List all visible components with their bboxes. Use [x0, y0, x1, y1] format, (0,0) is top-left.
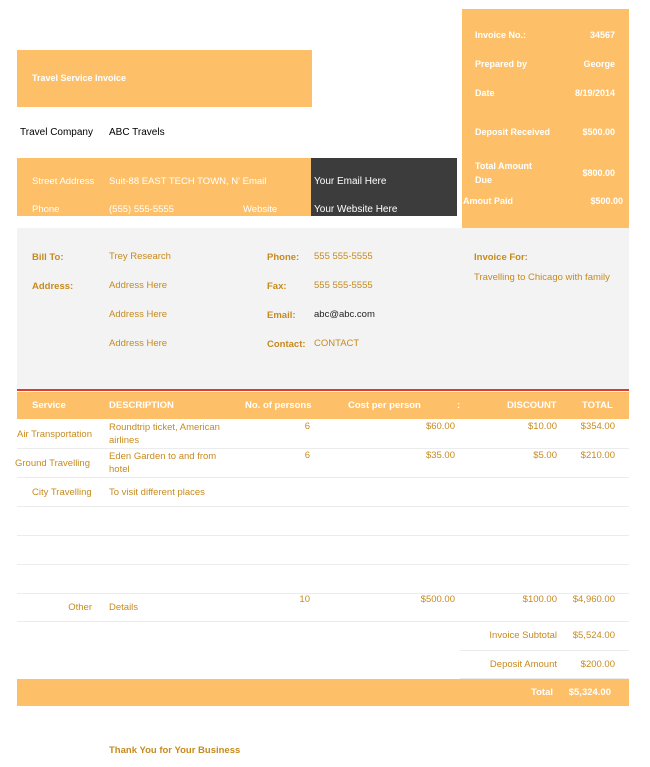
- address-line-1: Address Here: [109, 280, 168, 291]
- phone-value: (555) 555-5555: [109, 204, 174, 215]
- total-value: $5,324.00: [568, 687, 611, 698]
- row-persons: 6: [304, 421, 310, 432]
- contact-dark-box: [311, 158, 457, 216]
- fax-value: 555 555-5555: [314, 280, 373, 291]
- row-description: Details: [109, 602, 139, 613]
- website-value: Your Website Here: [314, 204, 398, 215]
- subtotal-label: Invoice Subtotal: [489, 630, 557, 641]
- table-header: [17, 392, 629, 419]
- date-value: 8/19/2014: [574, 88, 615, 98]
- invoice-for-label: Invoice For:: [474, 252, 528, 263]
- invoice-for-value: Travelling to Chicago with family: [474, 272, 610, 283]
- row-divider: [17, 506, 629, 507]
- row-discount: $10.00: [527, 421, 557, 432]
- header-total: TOTAL: [582, 400, 613, 411]
- section-divider: [17, 389, 629, 391]
- email-label: Email:: [267, 310, 296, 321]
- bill-to-value: Trey Research: [109, 251, 171, 262]
- row-total: $210.00: [580, 450, 615, 461]
- phone-value: 555 555-5555: [314, 251, 373, 262]
- row-total: $4,960.00: [572, 594, 615, 605]
- phone-label: Phone:: [267, 252, 300, 263]
- header-discount: DISCOUNT: [507, 400, 557, 411]
- fax-label: Fax:: [267, 281, 287, 292]
- subtotal-value: $5,524.00: [572, 630, 615, 641]
- address-label: Address:: [32, 281, 74, 292]
- total-bar: [17, 679, 629, 706]
- date-label: Date: [475, 88, 495, 98]
- page-title: Travel Service Invoice: [32, 73, 127, 83]
- header-service: Service: [32, 400, 66, 411]
- row-discount: $100.00: [522, 594, 557, 605]
- header-description: DESCRIPTION: [109, 400, 174, 411]
- title-box: [17, 50, 312, 107]
- address-line-3: Address Here: [109, 338, 168, 349]
- street-label: Street Address: [32, 176, 95, 187]
- row-description: To visit different places: [109, 487, 205, 498]
- deposit-amount-value: $200.00: [580, 659, 615, 670]
- street-value: Suit-88 EAST TECH TOWN, N' Email: [109, 176, 267, 187]
- prepared-by-value: George: [583, 59, 615, 69]
- row-cost: $60.00: [425, 421, 455, 432]
- amount-paid-value: $500.00: [590, 196, 623, 206]
- row-description: Roundtrip ticket, American: [109, 422, 220, 433]
- header-marker: :: [457, 400, 461, 411]
- total-due-label-2: Due: [475, 175, 493, 185]
- company-value: ABC Travels: [109, 127, 165, 138]
- row-description-2: hotel: [109, 464, 130, 475]
- row-discount: $5.00: [533, 450, 557, 461]
- website-label: Website: [243, 204, 278, 215]
- company-label: Travel Company: [20, 127, 93, 138]
- row-total: $354.00: [580, 421, 615, 432]
- total-due-label-1: Total Amount: [475, 161, 532, 171]
- row-divider: [17, 477, 629, 478]
- deposit-received-label: Deposit Received: [475, 127, 551, 137]
- total-label: Total: [531, 687, 553, 698]
- prepared-by-label: Prepared by: [475, 59, 528, 69]
- contact-value: CONTACT: [314, 338, 360, 349]
- row-divider: [17, 448, 629, 449]
- summary-box: [462, 9, 629, 228]
- row-description-2: airlines: [109, 435, 140, 446]
- row-description: Eden Garden to and from: [109, 451, 217, 462]
- row-service: Air Transportation: [17, 429, 92, 440]
- amount-paid-label: Amout Paid: [463, 196, 514, 206]
- contact-label: Contact:: [267, 339, 306, 350]
- row-cost: $500.00: [420, 594, 455, 605]
- invoice-no-label: Invoice No.:: [475, 30, 527, 40]
- thank-you-note: Thank You for Your Business: [109, 745, 241, 756]
- row-divider: [17, 621, 629, 622]
- phone-label: Phone: [32, 204, 60, 215]
- billing-email-value: abc@abc.com: [314, 309, 375, 320]
- row-service: City Travelling: [32, 487, 92, 498]
- row-service: Other: [68, 602, 92, 613]
- row-divider: [17, 535, 629, 536]
- bill-to-label: Bill To:: [32, 252, 64, 263]
- row-cost: $35.00: [425, 450, 455, 461]
- address-line-2: Address Here: [109, 309, 168, 320]
- contact-bar: [17, 158, 311, 216]
- row-persons: 10: [299, 594, 310, 605]
- billing-section: [17, 228, 629, 389]
- row-persons: 6: [304, 450, 310, 461]
- row-divider: [17, 564, 629, 565]
- email-value: Your Email Here: [314, 176, 387, 187]
- header-cost: Cost per person: [348, 400, 421, 411]
- totals-divider: [460, 650, 629, 651]
- deposit-received-value: $500.00: [582, 127, 615, 137]
- deposit-amount-label: Deposit Amount: [489, 659, 557, 670]
- total-due-value: $800.00: [582, 168, 615, 178]
- row-service: Ground Travelling: [15, 458, 90, 469]
- invoice-no-value: 34567: [589, 30, 615, 40]
- header-persons: No. of persons: [245, 400, 312, 411]
